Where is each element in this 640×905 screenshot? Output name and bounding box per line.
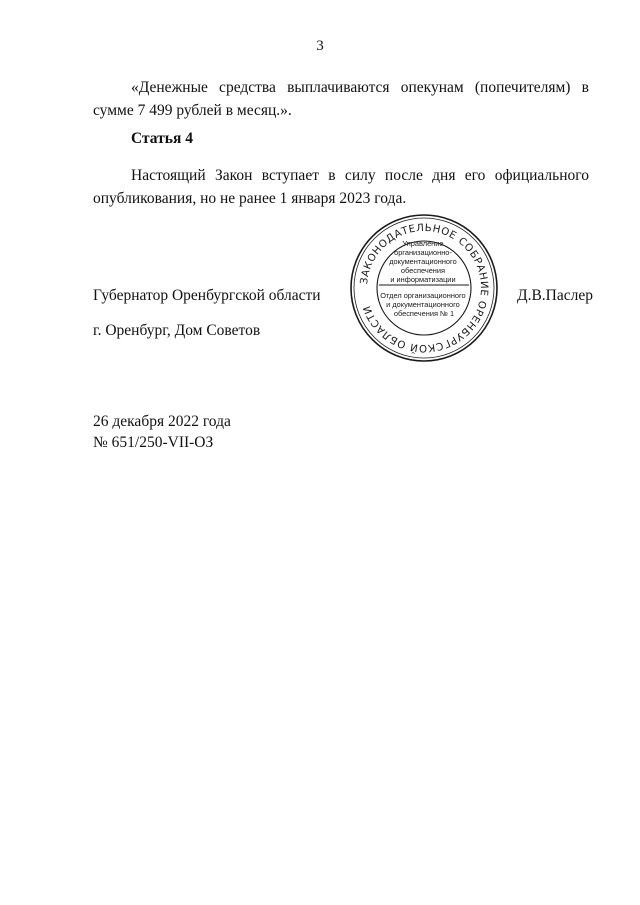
seal-upper-line: и информатизации bbox=[390, 275, 456, 284]
svg-text:Управление организацио bbox=[380, 239, 467, 318]
page-number: 3 bbox=[316, 38, 324, 54]
seal-lower-line: Отдел организационного bbox=[380, 291, 466, 300]
signing-location: г. Оренбург, Дом Советов bbox=[93, 322, 261, 339]
seal-upper-line: организационно- bbox=[394, 248, 452, 257]
paragraph-payment-amount: «Денежные средства выплачиваются опекунам (попечителям) в сумме 7 499 рублей в месяц.». bbox=[93, 79, 589, 119]
official-seal-stamp bbox=[348, 212, 500, 364]
law-date: 26 декабря 2022 года bbox=[93, 413, 231, 430]
paragraph-effective-date: Настоящий Закон вступает в силу после дня его официального опубликования, но не ранее 1 января 2023 года. bbox=[93, 167, 589, 207]
seal-lower-line: обеспечения № 1 bbox=[393, 309, 455, 318]
law-number: № 651/250-VII-ОЗ bbox=[93, 434, 214, 451]
seal-upper-line: обеспечения bbox=[400, 266, 446, 275]
signer-name: Д.В.Паслер bbox=[517, 287, 593, 304]
seal-lower-line: и документационного bbox=[386, 300, 460, 309]
signer-title: Губернатор Оренбургской области bbox=[93, 287, 321, 304]
seal-upper-line: Управление bbox=[402, 239, 444, 248]
article-heading: Статья 4 bbox=[131, 130, 193, 147]
seal-ring-text: ЗАКОНОДАТЕЛЬНОЕ СОБРАНИЕ ОРЕНБУРГСКОЙ ОБЛАСТИ bbox=[359, 222, 490, 354]
seal-upper-line: документационного bbox=[389, 257, 457, 266]
